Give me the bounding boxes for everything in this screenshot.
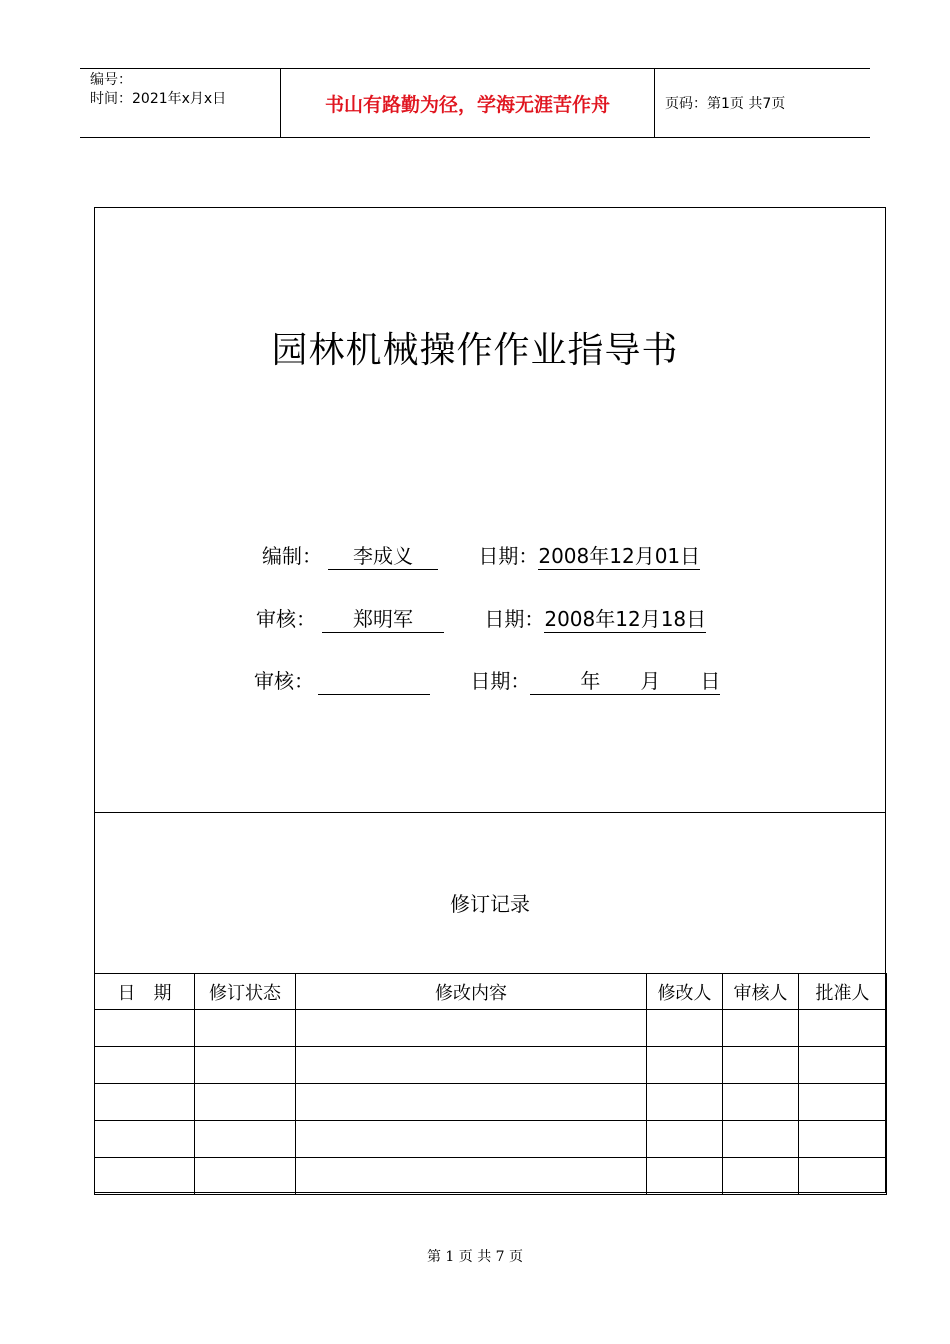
table-cell (723, 1047, 799, 1084)
table-cell (799, 1010, 887, 1047)
table-cell (195, 1121, 296, 1158)
table-cell (296, 1084, 647, 1121)
document-header (80, 68, 870, 138)
revision-table (94, 973, 887, 1195)
table-cell (296, 1010, 647, 1047)
table-cell (647, 1084, 723, 1121)
signature-row-reviewer-2 (254, 665, 720, 695)
table-cell (799, 1084, 887, 1121)
table-cell (95, 1084, 195, 1121)
table-cell (95, 1158, 195, 1195)
table-cell (296, 1047, 647, 1084)
table-row (95, 1158, 887, 1195)
number-label: 编号： (90, 72, 132, 88)
table-row (95, 1084, 887, 1121)
sign-date: 2008年12月18日 (544, 603, 706, 633)
table-cell (195, 1047, 296, 1084)
table-cell (647, 1010, 723, 1047)
role-label: 审核： (256, 607, 316, 631)
page-footer: 第 1 页 共 7 页 (426, 1249, 524, 1265)
col-approver: 批准人 (799, 974, 887, 1010)
date-label: 日期： (470, 669, 531, 693)
table-cell (723, 1010, 799, 1047)
signature-row-reviewer-1 (256, 603, 706, 633)
table-cell (195, 1010, 296, 1047)
table-cell (799, 1121, 887, 1158)
role-label: 编制： (262, 544, 322, 568)
signer-name: 李成义 (328, 540, 438, 570)
sign-date: 年 月 日 (530, 665, 720, 695)
table-cell (647, 1121, 723, 1158)
table-row (95, 1121, 887, 1158)
section-divider (94, 812, 886, 813)
table-cell (799, 1158, 887, 1195)
table-cell (647, 1158, 723, 1195)
table-cell (95, 1121, 195, 1158)
signature-row-compiler (262, 540, 700, 570)
role-label: 审核： (254, 669, 314, 693)
revision-title: 修订记录 (450, 892, 530, 916)
table-cell (723, 1158, 799, 1195)
header-page-info: 页码：第1页 共7页 (665, 96, 786, 112)
sign-date: 2008年12月01日 (538, 540, 700, 570)
table-row (95, 1010, 887, 1047)
col-change-content: 修改内容 (296, 974, 647, 1010)
signer-name: 郑明军 (322, 603, 444, 633)
table-cell (195, 1158, 296, 1195)
table-cell (95, 1047, 195, 1084)
col-reviewer: 审核人 (723, 974, 799, 1010)
table-cell (296, 1158, 647, 1195)
header-motto: 书山有路勤为径，学海无涯苦作舟 (281, 69, 655, 137)
date-label: 日期： (484, 607, 545, 631)
table-cell (799, 1047, 887, 1084)
table-cell (647, 1047, 723, 1084)
col-modifier: 修改人 (647, 974, 723, 1010)
time-label: 时间：2021年x月x日 (90, 91, 227, 107)
table-row (95, 1047, 887, 1084)
header-meta (80, 69, 281, 137)
table-cell (723, 1084, 799, 1121)
signer-name (318, 670, 430, 695)
table-cell (195, 1084, 296, 1121)
document-title: 园林机械操作作业指导书 (271, 330, 679, 371)
table-cell (296, 1121, 647, 1158)
table-header-row (95, 974, 887, 1010)
table-cell (723, 1121, 799, 1158)
col-revision-status: 修订状态 (195, 974, 296, 1010)
col-date: 日 期 (95, 974, 195, 1010)
table-cell (95, 1010, 195, 1047)
date-label: 日期： (478, 544, 539, 568)
